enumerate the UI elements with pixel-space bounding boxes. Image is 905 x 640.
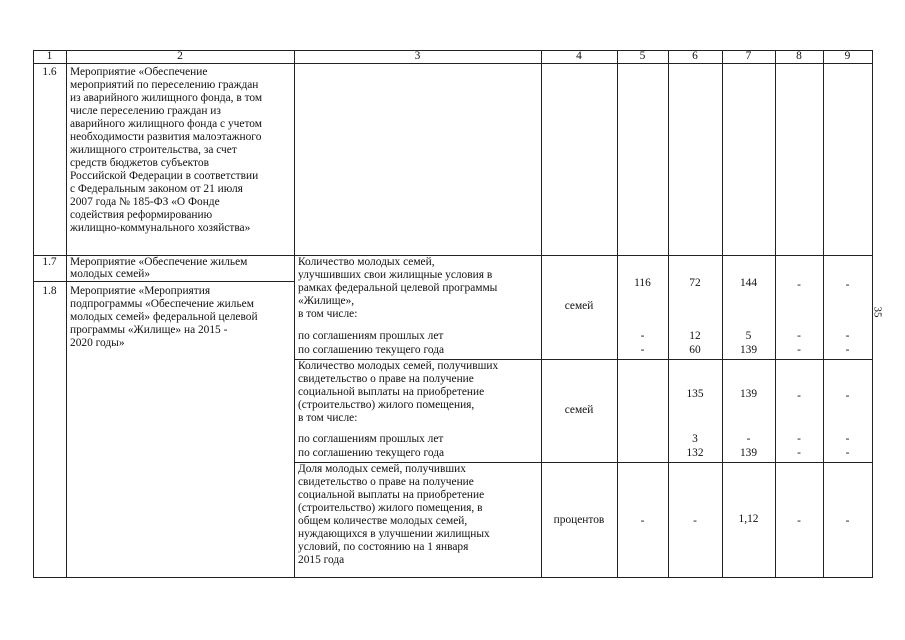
value-cell: -: [640, 515, 645, 527]
text-line: аварийного жилищного фонда с учетом: [70, 118, 262, 130]
value-cell: 139: [739, 388, 758, 400]
text-line: рамках федеральной целевой программы: [298, 282, 498, 294]
text-line: молодых семей»: [70, 268, 151, 280]
column-header: 1: [46, 50, 53, 62]
value-cell: -: [845, 515, 850, 527]
text-line: Мероприятие «Обеспечение: [70, 66, 208, 78]
row-number: 1.6: [42, 66, 57, 78]
value-cell: -: [797, 330, 801, 342]
text-line: Российской Федерации в соответствии: [70, 170, 259, 182]
text-line: социальной выплаты на приобретение: [298, 386, 485, 398]
value-cell: 132: [686, 447, 704, 459]
text-line: молодых семей» федеральной целевой: [70, 311, 258, 323]
value-cell: 139: [739, 447, 758, 459]
value-cell: -: [797, 344, 801, 356]
row-1-7-bottom-line: [33, 281, 294, 282]
value-cell: 5: [745, 330, 752, 342]
unit-cell: семей: [564, 404, 594, 416]
text-line: подпрограммы «Обеспечение жильем: [70, 298, 254, 310]
value-cell: -: [845, 279, 850, 291]
col-line-2: [294, 50, 295, 578]
row-number: 1.7: [42, 256, 57, 268]
value-cell: 72: [689, 277, 701, 289]
value-cell: -: [746, 433, 751, 445]
value-cell: -: [640, 344, 645, 356]
value-cell: -: [845, 330, 850, 342]
text-line: улучшивших свои жилищные условия в: [298, 269, 493, 281]
text-line: (строительство) жилого помещения,: [298, 399, 475, 411]
value-cell: 60: [689, 344, 701, 356]
text-line: Количество молодых семей, получивших: [298, 360, 499, 372]
col-line-1: [66, 50, 67, 578]
text-line: условий, по состоянию на 1 января: [298, 541, 469, 553]
value-cell: 144: [739, 277, 758, 289]
value-cell: -: [797, 515, 801, 527]
page-number: 35: [871, 306, 884, 318]
header-bottom-line: [33, 63, 873, 64]
value-cell: 3: [692, 433, 698, 445]
value-cell: -: [693, 515, 697, 527]
text-line: нуждающихся в улучшении жилищных: [298, 528, 490, 540]
column-header: 5: [639, 50, 646, 62]
col-line-3: [541, 50, 542, 578]
column-header: 9: [844, 50, 851, 62]
indicator-table: [33, 50, 873, 578]
text-line: свидетельство о праве на получение: [298, 476, 474, 488]
text-line: средств бюджетов субъектов: [70, 157, 209, 169]
text-line: Мероприятие «Обеспечение жильем: [70, 256, 248, 268]
value-cell: -: [640, 330, 645, 342]
value-cell: -: [797, 279, 801, 291]
text-line: программы «Жилище» на 2015 -: [70, 324, 228, 336]
unit-cell: процентов: [553, 514, 605, 526]
text-line: Количество молодых семей,: [298, 256, 435, 268]
column-header: 2: [177, 50, 183, 62]
text-line: (строительство) жилого помещения, в: [298, 502, 483, 514]
column-header: 3: [414, 50, 421, 62]
value-cell: 1,12: [738, 513, 759, 525]
column-header: 8: [796, 50, 802, 62]
text-line: жилищного строительства, за счет: [70, 144, 237, 156]
value-cell: 116: [634, 277, 651, 289]
value-cell: -: [845, 390, 850, 402]
column-header: 6: [692, 50, 698, 62]
text-line: 2020 годы»: [70, 337, 125, 349]
text-line: жилищно-коммунального хозяйства»: [70, 222, 251, 234]
text-line: Доля молодых семей, получивших: [298, 463, 466, 475]
value-cell: -: [797, 390, 801, 402]
table-border-bottom: [33, 577, 873, 578]
text-line: свидетельство о праве на получение: [298, 373, 474, 385]
value-cell: -: [797, 433, 801, 445]
text-line: числе переселению граждан из: [70, 105, 221, 117]
value-cell: 12: [689, 330, 701, 342]
col-line-8: [823, 50, 824, 578]
text-line: в том числе:: [298, 308, 358, 320]
text-line: 2007 года № 185-ФЗ «О Фонде: [70, 196, 220, 208]
value-cell: 139: [739, 344, 758, 356]
col-line-4: [617, 50, 618, 578]
row-number: 1.8: [42, 285, 57, 297]
value-cell: -: [845, 344, 850, 356]
text-line: 2015 года: [298, 554, 345, 566]
col-line-7: [775, 50, 776, 578]
value-cell: -: [797, 447, 801, 459]
text-line: социальной выплаты на приобретение: [298, 489, 485, 501]
text-line: общем количестве молодых семей,: [298, 515, 468, 527]
text-line: Мероприятие «Мероприятия: [70, 285, 211, 297]
text-line: из аварийного жилищного фонда, в том: [70, 92, 263, 104]
value-cell: -: [845, 433, 850, 445]
text-line: по соглашению текущего года: [298, 447, 445, 459]
text-line: «Жилище»,: [298, 295, 355, 307]
text-line: содействия реформированию: [70, 209, 213, 221]
text-line: с Федеральным законом от 21 июля: [70, 183, 243, 195]
text-line: по соглашению текущего года: [298, 344, 445, 356]
column-header: 4: [576, 50, 582, 62]
text-line: необходимости развития малоэтажного: [70, 131, 262, 143]
table-border-left: [33, 50, 34, 578]
text-line: в том числе:: [298, 412, 358, 424]
column-header: 7: [745, 50, 752, 62]
text-line: по соглашениям прошлых лет: [298, 433, 444, 445]
text-line: по соглашениям прошлых лет: [298, 330, 444, 342]
unit-cell: семей: [564, 300, 594, 312]
value-cell: -: [845, 447, 850, 459]
col-line-5: [668, 50, 669, 578]
text-line: мероприятий по переселению граждан: [70, 79, 259, 91]
value-cell: 135: [686, 388, 704, 400]
col-line-6: [722, 50, 723, 578]
